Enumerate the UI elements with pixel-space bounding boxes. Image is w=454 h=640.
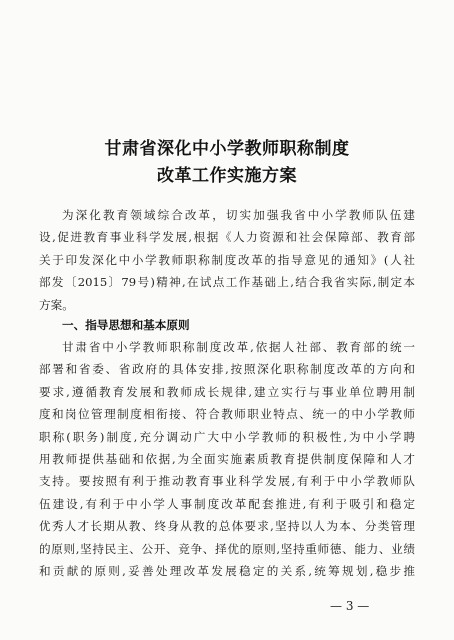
intro-line: 关于印发深化中小学教师职称制度改革的指导意见的通知》(人社	[39, 252, 415, 267]
section1-line: 用教师提供基础和依据,为全面实施素质教育提供制度保障和人才	[39, 451, 415, 466]
section1-line: 部署和省委、省政府的具体安排,按照深化职称制度改革的方向和	[39, 362, 415, 377]
section-heading: 一、指导思想和基本原则	[62, 318, 190, 332]
section1-line: 和贡献的原则,妥善处理改革发展稳定的关系,统筹规划,稳步推	[39, 563, 415, 578]
section1-line: 优秀人才长期从教、终身从教的总体要求,坚持以人为本、分类管理	[39, 519, 415, 534]
section1-line: 职称(职务)制度,充分调动广大中小学教师的积极性,为中小学聘	[39, 429, 415, 444]
intro-line: 方案。	[39, 297, 74, 312]
section1-line: 的原则,坚持民主、公开、竞争、择优的原则,坚持重师德、能力、业绩	[39, 541, 415, 556]
page-number: — 3 —	[330, 599, 370, 613]
intro-line: 部发〔2015〕79号)精神,在试点工作基础上,结合我省实际,制定本	[39, 275, 415, 290]
intro-line: 为深化教育领域综合改革，切实加强我省中小学教师队伍建	[62, 208, 415, 222]
document-title-line-2: 改革工作实施方案	[157, 166, 297, 186]
section1-line: 度和岗位管理制度相衔接、符合教师职业特点、统一的中小学教师	[39, 407, 415, 422]
section1-line: 支持。要按照有利于推动教育事业科学发展,有利于中小学教师队	[39, 474, 415, 489]
section1-line: 要求,遵循教育发展和教师成长规律,建立实行与事业单位聘用制	[39, 384, 415, 399]
intro-line: 设,促进教育事业科学发展,根据《人力资源和社会保障部、教育部	[39, 230, 415, 245]
document-title-line-1: 甘肃省深化中小学教师职称制度	[104, 139, 350, 159]
section1-line: 甘肃省中小学教师职称制度改革,依据人社部、教育部的统一	[62, 340, 415, 354]
section1-line: 伍建设,有利于中小学人事制度改革配套推进,有利于吸引和稳定	[39, 496, 415, 511]
